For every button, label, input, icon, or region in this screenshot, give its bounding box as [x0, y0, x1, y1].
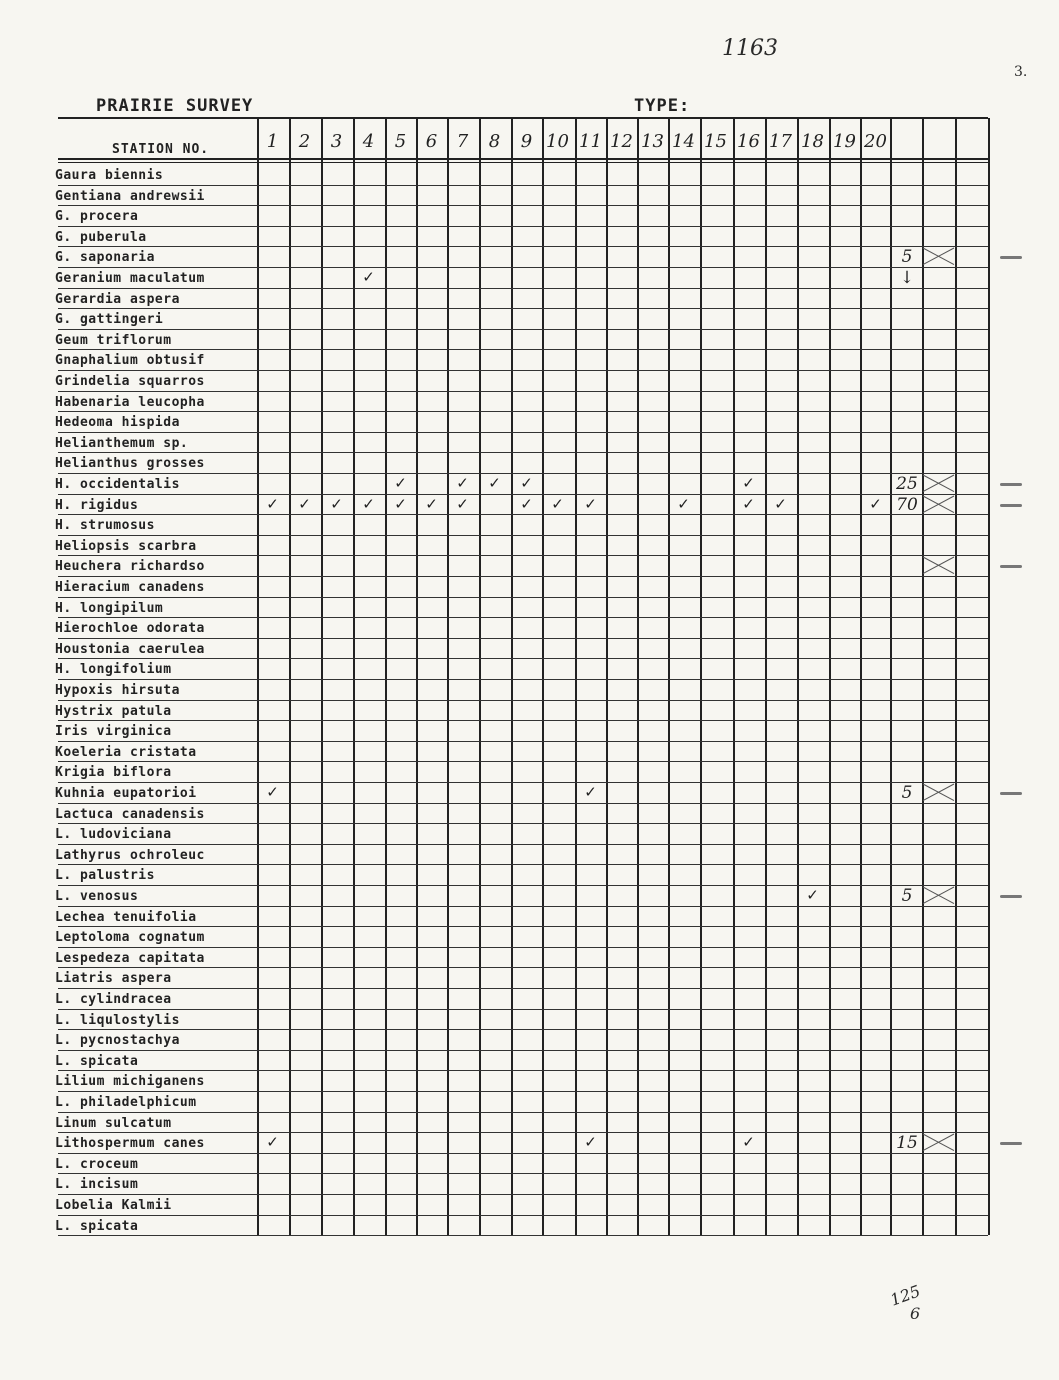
station-number: 18	[801, 131, 824, 152]
grid-column-line	[385, 118, 387, 1235]
row-rule	[58, 411, 988, 412]
row-rule	[58, 988, 988, 989]
grid-column-line	[289, 118, 291, 1235]
species-name: Hypoxis hirsuta	[55, 683, 180, 698]
row-rule	[58, 1112, 988, 1113]
species-name: Habenaria leucopha	[55, 394, 205, 410]
station-check-mark: ✓	[488, 474, 501, 492]
grid-column-line	[733, 118, 735, 1235]
cross-mark	[922, 246, 955, 267]
species-name: L. croceum	[55, 1156, 139, 1172]
header-top-rule	[58, 117, 988, 119]
species-name: L. cylindracea	[55, 992, 172, 1007]
species-name: Lactuca canadensis	[55, 806, 205, 822]
station-check-mark: ✓	[330, 494, 343, 513]
species-name: Gaura biennis	[55, 168, 164, 183]
station-number: 15	[704, 131, 727, 152]
species-name: Hierochloe odorata	[55, 621, 205, 637]
species-name: Gentiana andrewsii	[55, 188, 205, 204]
species-name: H. longifolium	[55, 662, 172, 678]
row-rule	[58, 226, 988, 227]
row-rule	[58, 1070, 988, 1071]
row-rule	[58, 185, 988, 186]
station-number: 12	[610, 131, 633, 152]
station-check-mark: ✓	[520, 474, 533, 492]
page-number: 3.	[1014, 64, 1028, 80]
row-rule	[58, 720, 988, 721]
station-check-mark: ✓	[869, 494, 882, 513]
row-rule	[58, 205, 988, 206]
station-number: 2	[298, 131, 311, 152]
station-check-mark: ✓	[425, 494, 438, 513]
margin-tick	[1000, 1142, 1022, 1145]
row-rule	[58, 700, 988, 701]
station-check-mark: ✓	[677, 494, 690, 513]
species-total: 5	[901, 886, 913, 906]
station-number: 1	[266, 131, 279, 152]
species-name: G. gattingeri	[55, 312, 164, 328]
station-check-mark: ✓	[584, 494, 597, 513]
station-check-mark: ✓	[742, 494, 755, 513]
station-check-mark: ✓	[520, 494, 533, 513]
row-rule	[58, 308, 988, 309]
station-check-mark: ✓	[584, 783, 597, 801]
species-name: Geranium maculatum	[55, 271, 205, 286]
species-name: Krigia biflora	[55, 765, 172, 781]
species-total: ↓	[899, 268, 915, 288]
cross-mark	[922, 555, 955, 576]
species-name: Heliopsis scarbra	[55, 538, 197, 554]
header-bottom-rule-2	[58, 162, 988, 163]
species-name: L. pycnostachya	[55, 1033, 180, 1049]
row-rule	[58, 432, 988, 433]
row-rule	[58, 1050, 988, 1051]
row-rule	[58, 535, 988, 536]
row-rule	[58, 658, 988, 659]
row-rule	[58, 617, 988, 618]
species-total: 5	[901, 247, 913, 268]
row-rule	[58, 1091, 988, 1092]
species-name: L. spicata	[55, 1053, 139, 1069]
species-name: Lechea tenuifolia	[55, 909, 197, 925]
station-check-mark: ✓	[362, 494, 375, 513]
station-number: 8	[488, 131, 501, 152]
station-number: 16	[737, 131, 760, 152]
species-name: Hedeoma hispida	[55, 415, 180, 431]
grid-column-line	[542, 118, 544, 1235]
row-rule	[58, 267, 988, 268]
species-name: Lilium michiganens	[55, 1074, 205, 1090]
species-name: Hystrix patula	[55, 703, 172, 719]
species-name: L. spicata	[55, 1218, 139, 1234]
cross-mark	[922, 494, 955, 515]
row-rule	[58, 349, 988, 350]
species-name: L. palustris	[55, 868, 155, 884]
margin-tick	[1000, 895, 1022, 898]
station-check-mark: ✓	[742, 474, 755, 492]
station-number-label: STATION NO.	[112, 142, 210, 157]
species-name: L. venosus	[55, 889, 139, 904]
row-rule	[58, 803, 988, 804]
station-number: 7	[456, 131, 469, 152]
species-name: Geum triflorum	[55, 332, 172, 348]
row-rule	[58, 288, 988, 289]
species-name: Linum sulcatum	[55, 1115, 172, 1131]
station-number: 20	[864, 131, 887, 152]
station-check-mark: ✓	[742, 1133, 755, 1152]
species-name: Helianthus grosses	[55, 456, 205, 472]
grid-column-line	[955, 118, 957, 1235]
station-check-mark: ✓	[584, 1133, 597, 1152]
station-number: 19	[833, 131, 856, 152]
species-name: Liatris aspera	[55, 971, 172, 987]
grid-column-line	[700, 118, 702, 1235]
species-name: Lobelia Kalmii	[55, 1198, 172, 1213]
bottom-handwritten-note-2: 6	[910, 1304, 921, 1323]
species-name: Koeleria cristata	[55, 744, 197, 760]
grid-column-line	[988, 118, 990, 1235]
grid-column-line	[860, 118, 862, 1235]
row-rule	[58, 638, 988, 639]
type-label: TYPE:	[634, 96, 691, 116]
station-check-mark: ✓	[266, 783, 279, 801]
cross-mark	[922, 473, 955, 494]
grid-column-line	[606, 118, 608, 1235]
row-rule	[58, 1153, 988, 1154]
grid-column-line	[511, 118, 513, 1235]
species-name: H. longipilum	[55, 600, 164, 616]
species-name: Lithospermum canes	[55, 1136, 205, 1152]
row-rule	[58, 246, 988, 247]
cross-mark	[922, 885, 955, 906]
row-rule	[58, 823, 988, 824]
station-number: 9	[520, 131, 533, 152]
row-rule	[58, 555, 988, 556]
species-name: G. saponaria	[55, 250, 155, 266]
species-name: Lespedeza capitata	[55, 950, 205, 966]
species-name: H. occidentalis	[55, 477, 180, 492]
species-name: Leptoloma cognatum	[55, 930, 205, 946]
margin-tick	[1000, 483, 1022, 486]
species-name: Gnaphalium obtusif	[55, 353, 205, 369]
station-number: 14	[672, 131, 695, 152]
grid-column-line	[829, 118, 831, 1235]
row-rule	[58, 370, 988, 371]
species-name: Iris virginica	[55, 724, 172, 740]
station-number: 6	[425, 131, 438, 152]
station-number: 4	[362, 131, 375, 152]
row-rule	[58, 391, 988, 392]
station-check-mark: ✓	[806, 886, 819, 904]
species-name: L. ludoviciana	[55, 827, 172, 843]
row-rule	[58, 761, 988, 762]
row-rule	[58, 906, 988, 907]
species-name: Grindelia squarros	[55, 374, 205, 389]
grid-column-line	[479, 118, 481, 1235]
row-rule	[58, 782, 988, 783]
row-rule	[58, 1194, 988, 1195]
grid-column-line	[765, 118, 767, 1235]
grid-column-line	[637, 118, 639, 1235]
station-check-mark: ✓	[362, 268, 375, 286]
station-number: 3	[330, 131, 343, 152]
row-rule	[58, 864, 988, 865]
species-name: L. liqulostylis	[55, 1012, 180, 1028]
bottom-handwritten-note: 125	[887, 1281, 923, 1310]
species-name: Lathyrus ochroleuc	[55, 847, 205, 863]
header-bottom-rule	[58, 158, 988, 160]
handwritten-document-number: 1163	[722, 36, 778, 61]
species-name: G. puberula	[55, 229, 147, 245]
row-rule	[58, 1029, 988, 1030]
row-rule	[58, 1132, 988, 1133]
row-rule	[58, 514, 988, 515]
station-check-mark: ✓	[266, 494, 279, 513]
row-rule	[58, 1235, 988, 1236]
station-check-mark: ✓	[456, 474, 469, 492]
form-title: PRAIRIE SURVEY	[96, 96, 254, 116]
row-rule	[58, 329, 988, 330]
row-rule	[58, 679, 988, 680]
species-total: 15	[896, 1133, 918, 1154]
species-total: 25	[896, 474, 918, 494]
row-rule	[58, 452, 988, 453]
grid-column-line	[447, 118, 449, 1235]
species-name: L. philadelphicum	[55, 1095, 197, 1110]
species-name: Helianthemum sp.	[55, 435, 189, 451]
station-check-mark: ✓	[298, 494, 311, 513]
species-name: Heuchera richardso	[55, 559, 205, 575]
row-rule	[58, 1173, 988, 1174]
station-number: 5	[394, 131, 407, 152]
margin-tick	[1000, 256, 1022, 259]
margin-tick	[1000, 792, 1022, 795]
species-name: G. procera	[55, 209, 139, 225]
station-number: 17	[769, 131, 792, 152]
species-name: Hieracium canadens	[55, 580, 205, 595]
row-rule	[58, 885, 988, 886]
station-number: 13	[641, 131, 664, 152]
row-rule	[58, 844, 988, 845]
row-rule	[58, 967, 988, 968]
station-check-mark: ✓	[774, 494, 787, 513]
row-rule	[58, 597, 988, 598]
row-rule	[58, 926, 988, 927]
row-rule	[58, 741, 988, 742]
station-check-mark: ✓	[394, 474, 407, 492]
species-name: Houstonia caerulea	[55, 641, 205, 657]
station-check-mark: ✓	[551, 494, 564, 513]
station-number: 10	[546, 131, 569, 152]
grid-column-line	[416, 118, 418, 1235]
row-rule	[58, 576, 988, 577]
grid-column-line	[575, 118, 577, 1235]
species-total: 5	[901, 783, 913, 803]
grid-column-line	[257, 118, 259, 1235]
row-rule	[58, 1009, 988, 1010]
station-number: 11	[579, 131, 602, 152]
margin-tick	[1000, 504, 1022, 507]
cross-mark	[922, 782, 955, 803]
row-rule	[58, 1215, 988, 1216]
cross-mark	[922, 1132, 955, 1153]
species-total: 70	[896, 494, 918, 515]
grid-column-line	[797, 118, 799, 1235]
species-name: L. incisum	[55, 1177, 139, 1193]
station-check-mark: ✓	[266, 1133, 279, 1152]
species-name: H. rigidus	[55, 497, 139, 513]
grid-column-line	[321, 118, 323, 1235]
margin-tick	[1000, 565, 1022, 568]
row-rule	[58, 947, 988, 948]
species-name: Gerardia aspera	[55, 291, 180, 307]
species-name: Kuhnia eupatorioi	[55, 786, 197, 801]
species-name: H. strumosus	[55, 518, 155, 534]
station-check-mark: ✓	[394, 494, 407, 513]
grid-column-line	[668, 118, 670, 1235]
station-check-mark: ✓	[456, 494, 469, 513]
